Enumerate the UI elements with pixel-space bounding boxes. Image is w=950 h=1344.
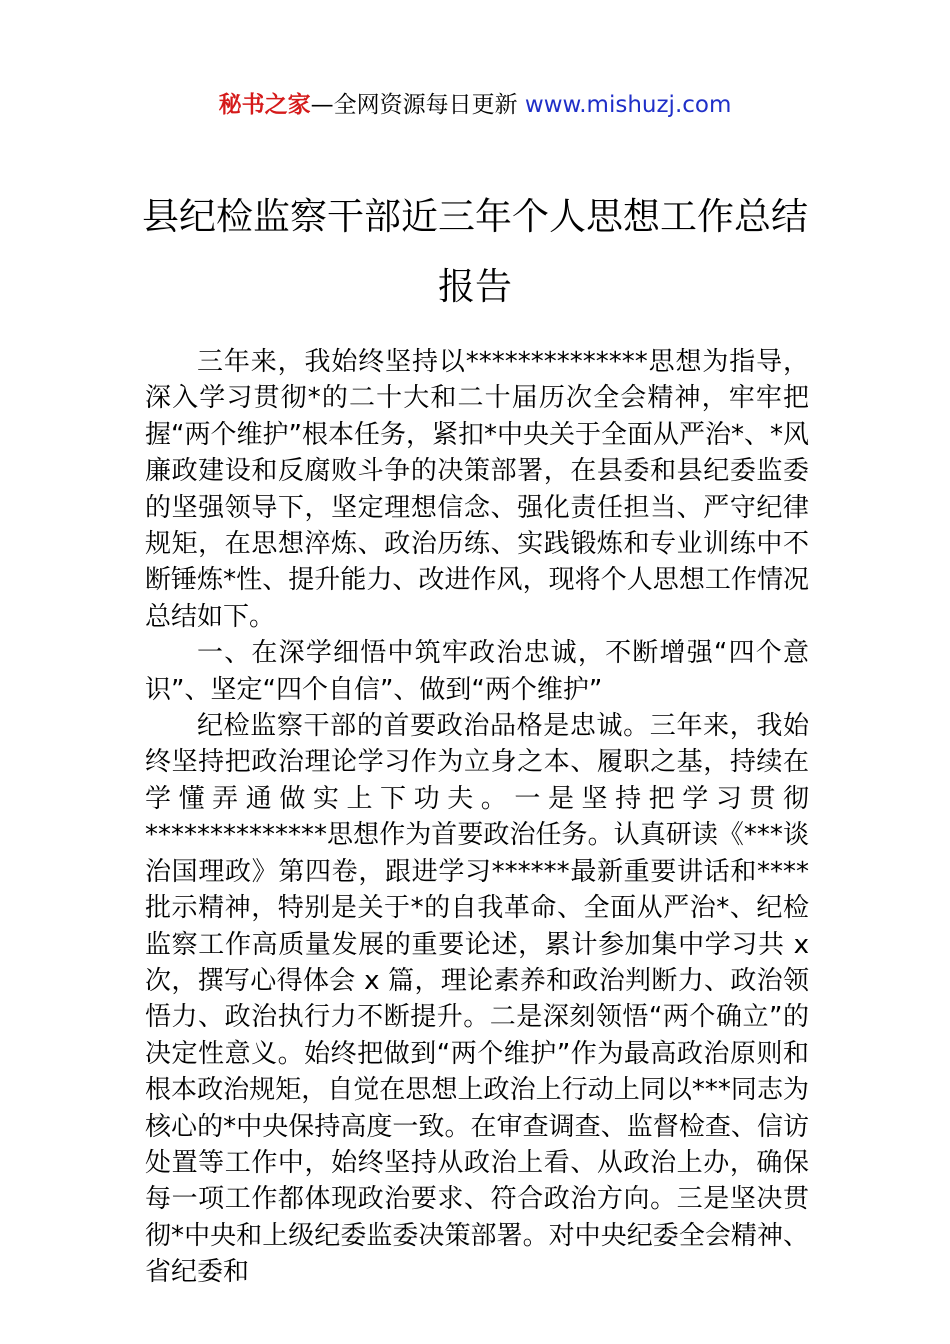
section-heading-1: 一、在深学细悟中筑牢政治忠诚，不断增强“四个意识”、坚定“四个自信”、做到“两个维护” bbox=[145, 638, 809, 705]
document-title: 县纪检监察干部近三年个人思想工作总结报告 bbox=[142, 195, 808, 308]
site-url-link[interactable]: www.mishuzj.com bbox=[524, 92, 732, 118]
paragraph-intro: 三年来，我始终坚持以**************思想为指导，深入学习贯彻*的二十大和二十届历次全会精神，牢牢把握“两个维护”根本任务，紧扣*中央关于全面从严治*、*风廉政建设和反腐败斗争的决策部署，在县委和县纪委监委的坚强领导下，坚定理想信念、强化责任担当、严守纪律规矩，在思想淬炼、政治历练、实践锻炼和专业训练中不断锤炼*性、提升能力、改进作风，现将个人思想工作情况总结如下。 bbox=[145, 347, 809, 632]
site-tagline: —全网资源每日更新 bbox=[310, 92, 525, 118]
paragraph-section-1: 纪检监察干部的首要政治品格是忠诚。三年来，我始终坚持把政治理论学习作为立身之本、履职之基，持续在学懂弄通做实上下功夫。一是坚持把学习贯彻**************思想作为首要政治任务。认真研读《***谈治国理政》第四卷，跟进学习******最新重要讲话和****批示精神，特别是关于*的自我革命、全面从严治*、纪检监察工作高质量发展的重要论述，累计参加集中学习共 x 次，撰写心得体会 x 篇，理论素养和政治判断力、政治领悟力、政治执行力不断提升。二是深刻领悟“两个确立”的决定性意义。始终把做到“两个维护”作为最高政治原则和根本政治规矩，自觉在思想上政治上行动上同以***同志为核心的*中央保持高度一致。在审查调查、监督检查、信访处置等工作中，始终坚持从政治上看、从政治上办，确保每一项工作都体现政治要求、符合政治方向。三是坚决贯彻*中央和上级纪委监委决策部署。对中央纪委全会精神、省纪委和 bbox=[145, 711, 809, 1288]
site-brand: 秘书之家 bbox=[218, 92, 311, 118]
site-header bbox=[0, 88, 950, 122]
document-body bbox=[145, 344, 809, 1291]
